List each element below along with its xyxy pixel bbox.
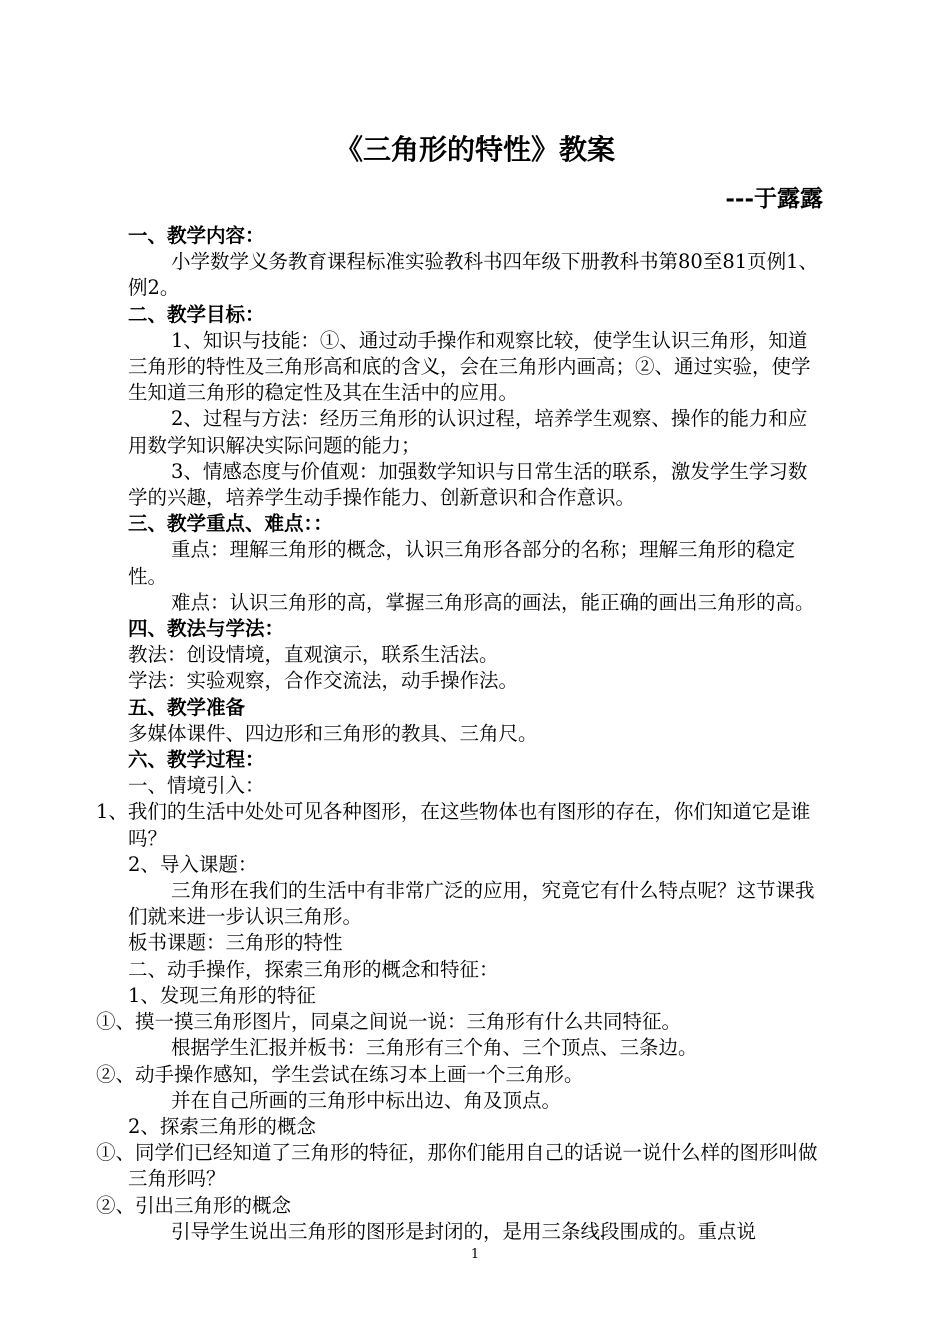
numbered-item: ①、摸一摸三角形图片，同桌之间说一说：三角形有什么共同特征。 bbox=[96, 1010, 682, 1034]
paragraph: 1、知识与技能：①、通过动手操作和观察比较，使学生认识三角形，知道三角形的特性及三角形高和底的含义，会在三角形内画高；②、通过实验，使学生知道三角形的稳定性及其在生活中的应用。 bbox=[128, 328, 811, 405]
paragraph: 难点：认识三角形的高，掌握三角形高的画法，能正确的画出三角形的高。 bbox=[171, 590, 815, 614]
paragraph: 2、导入课题： bbox=[128, 852, 258, 876]
paragraph: 根据学生汇报并板书：三角形有三个角、三个顶点、三条边。 bbox=[171, 1036, 698, 1060]
paragraph: 一、情境引入： bbox=[128, 774, 265, 798]
section-heading: 二、教学目标： bbox=[128, 302, 265, 326]
document-title: 《三角形的特性》教案 bbox=[334, 133, 615, 166]
numbered-item: ②、引出三角形的概念 bbox=[96, 1193, 292, 1217]
paragraph: 并在自己所画的三角形中标出边、角及顶点。 bbox=[171, 1088, 562, 1112]
paragraph: 3、情感态度与价值观：加强数学知识与日常生活的联系，激发学生学习数学的兴趣，培养学生动手操作能力、创新意识和合作意识。 bbox=[128, 459, 808, 510]
page-number: 1 bbox=[470, 1247, 480, 1262]
paragraph: 教法：创设情境，直观演示，联系生活法。 bbox=[128, 643, 499, 667]
numbered-item: 1、我们的生活中处处可见各种图形，在这些物体也有图形的存在，你们知道它是谁吗？ bbox=[96, 800, 811, 850]
paragraph: 2、探索三角形的概念 bbox=[128, 1114, 316, 1138]
paragraph: 2、过程与方法：经历三角形的认识过程，培养学生观察、操作的能力和应用数学知识解决实际问题的能力； bbox=[128, 407, 808, 457]
document-body bbox=[96, 223, 824, 1245]
numbered-item: ①、同学们已经知道了三角形的特征，那你们能用自己的话说一说什么样的图形叫做三角形吗？ bbox=[96, 1141, 818, 1191]
section-heading: 三、教学重点、难点：： bbox=[128, 512, 333, 536]
paragraph: 引导学生说出三角形的图形是封闭的，是用三条线段围成的。重点说 bbox=[171, 1219, 757, 1243]
section-heading: 六、教学过程： bbox=[128, 748, 265, 772]
paragraph: 多媒体课件、四边形和三角形的教具、三角尺。 bbox=[128, 721, 538, 745]
numbered-item: ②、动手操作感知，学生尝试在练习本上画一个三角形。 bbox=[96, 1062, 584, 1086]
document-author: ---于露露 bbox=[725, 185, 823, 212]
paragraph: 重点：理解三角形的概念，认识三角形各部分的名称；理解三角形的稳定性。 bbox=[128, 538, 796, 588]
paragraph: 学法：实验观察，合作交流法，动手操作法。 bbox=[128, 669, 519, 693]
section-heading: 五、教学准备 bbox=[128, 695, 246, 719]
paragraph: 小学数学义务教育课程标准实验教科书四年级下册教科书第80至81页例1、例2。 bbox=[128, 250, 819, 300]
paragraph: 三角形在我们的生活中有非常广泛的应用，究竟它有什么特点呢？这节课我们就来进一步认识三角形。 bbox=[128, 879, 815, 929]
paragraph: 二、动手操作，探索三角形的概念和特征： bbox=[128, 957, 499, 981]
section-heading: 一、教学内容： bbox=[128, 224, 265, 247]
section-heading: 四、教法与学法： bbox=[128, 617, 285, 641]
paragraph: 1、发现三角形的特征 bbox=[128, 983, 316, 1007]
paragraph: 板书课题：三角形的特性 bbox=[128, 931, 343, 955]
